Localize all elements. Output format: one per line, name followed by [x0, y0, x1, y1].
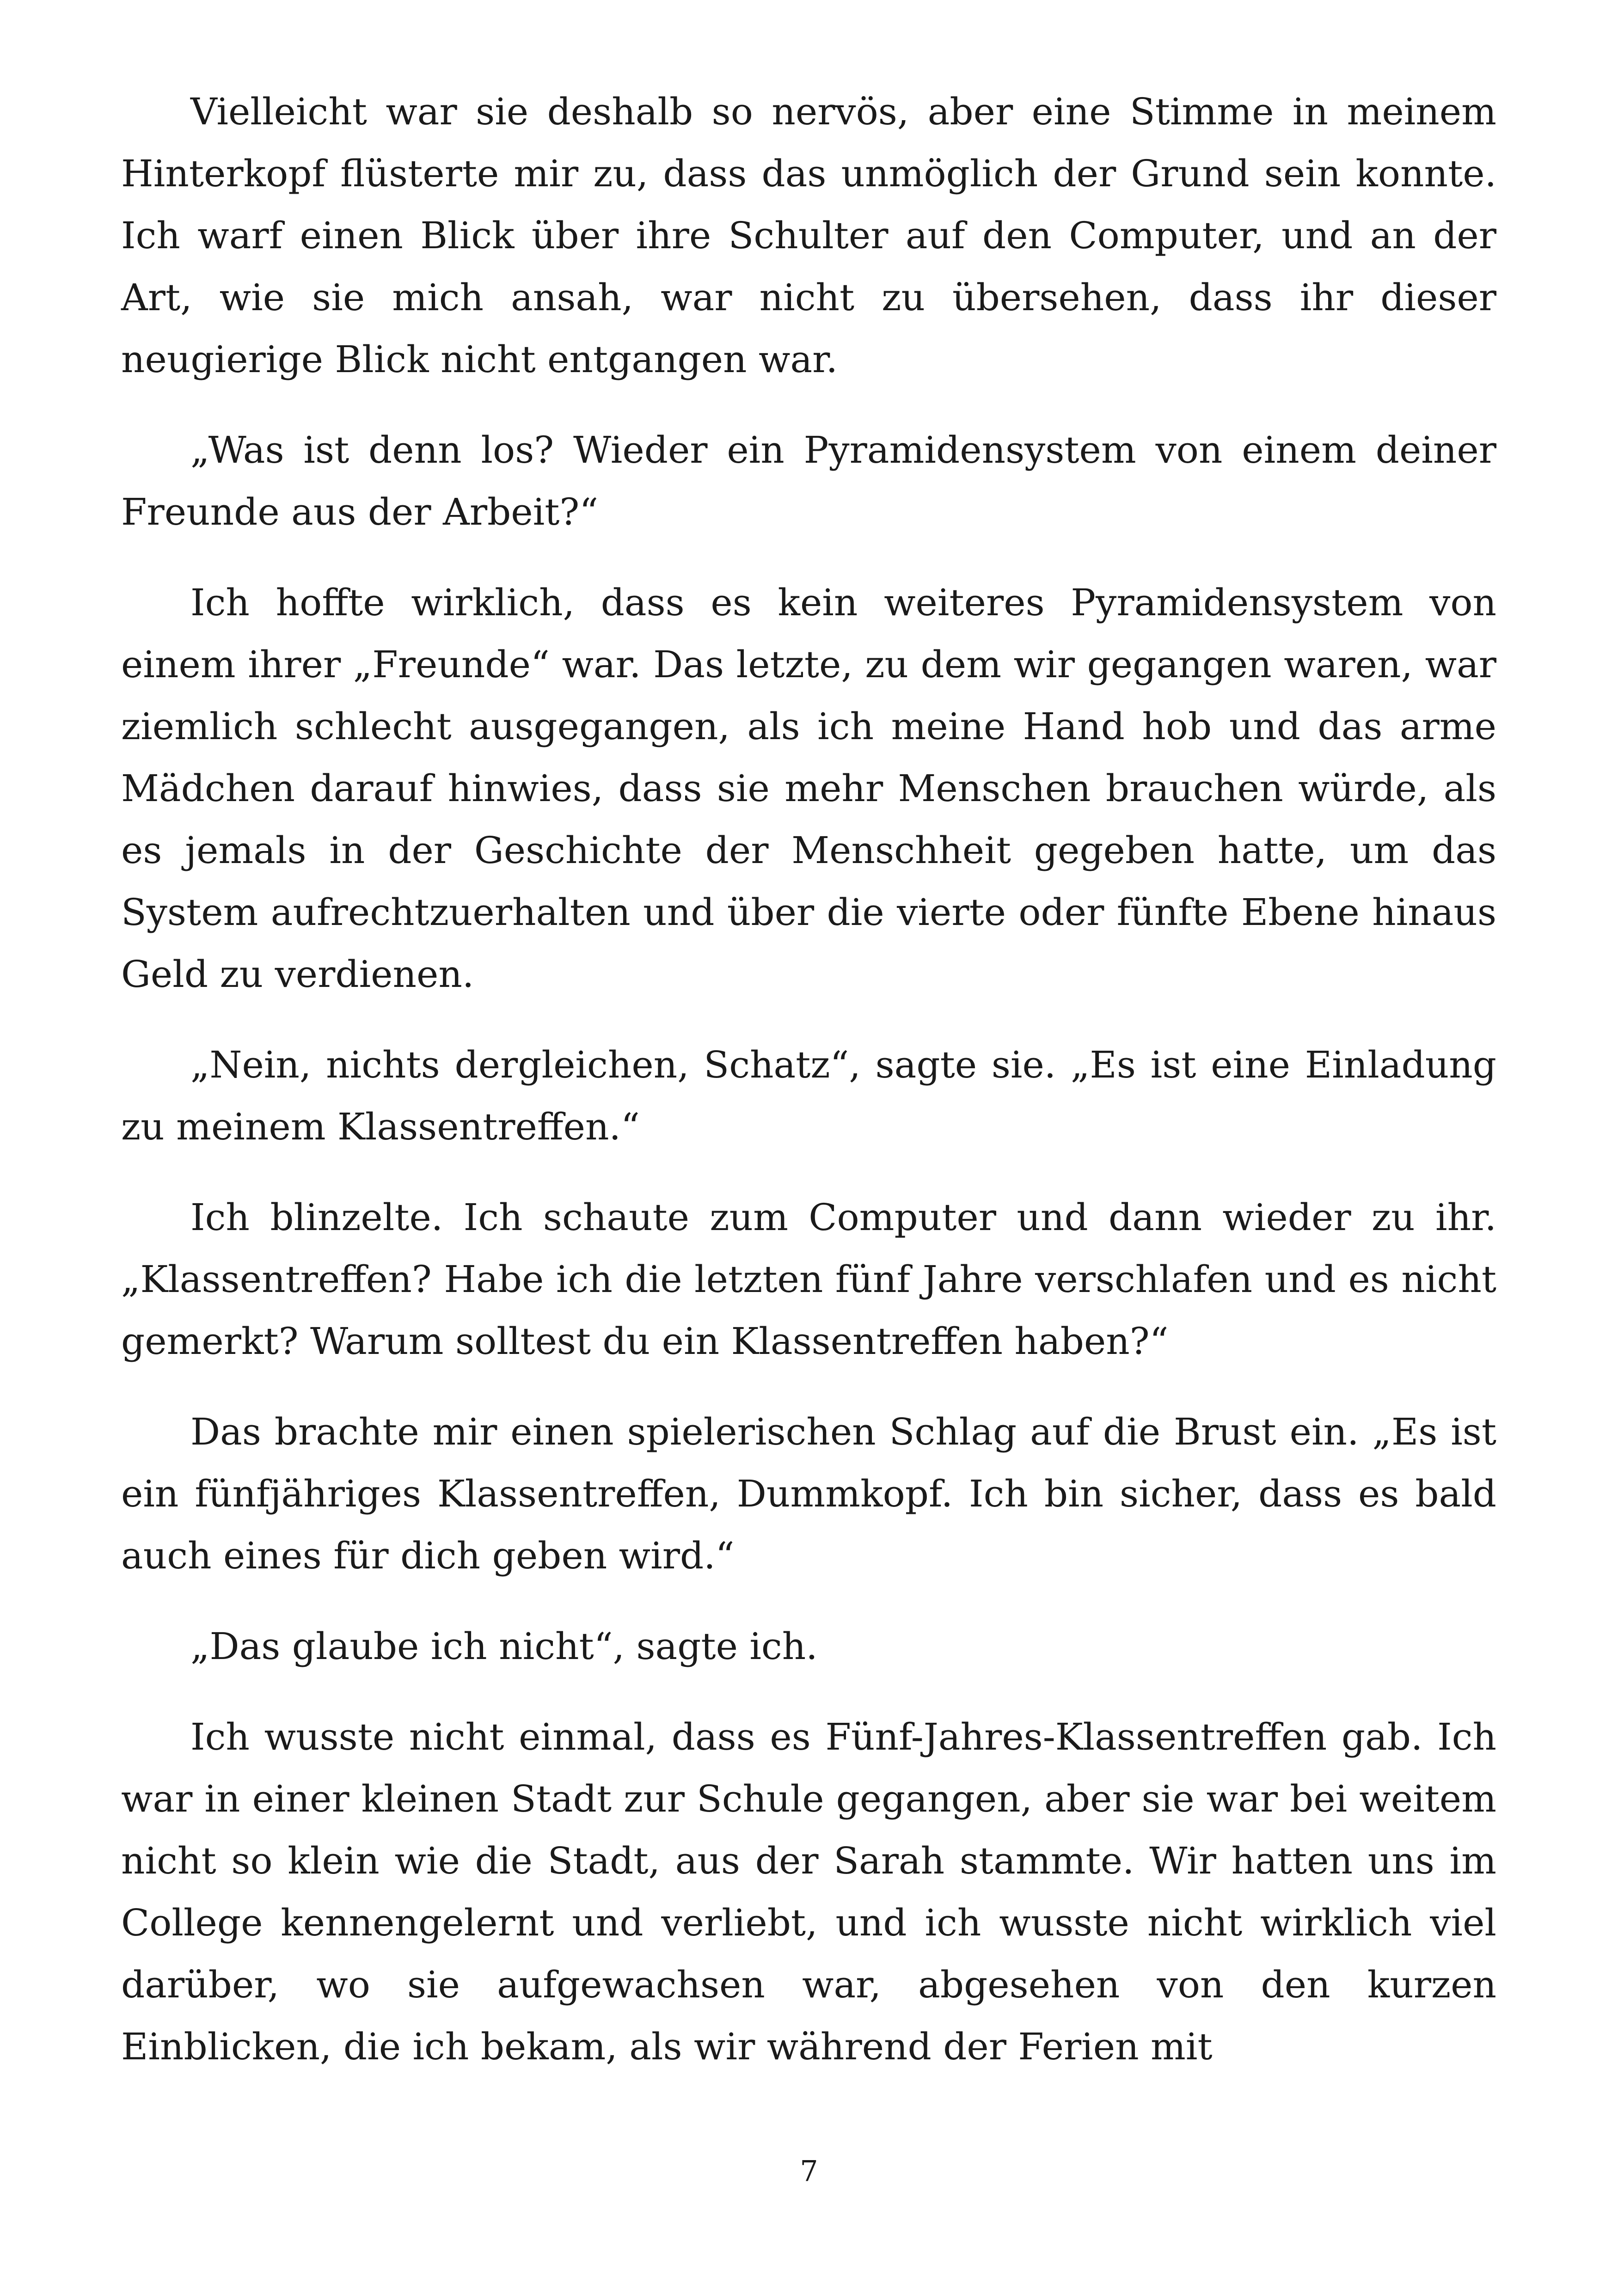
- paragraph-4: „Nein, nichts dergleichen, Schatz“, sagte sie. „Es ist eine Einladung zu meinem Klassentreffen.“: [121, 1043, 1496, 1148]
- paragraph-8: Ich wusste nicht einmal, dass es Fünf-Jahres-Klassentreffen gab. Ich war in einer kleinen Stadt zur Schule gegangen, aber sie war bei weitem nicht so klein wie die Stadt, aus der Sarah stammte. Wir hatten uns im College kennengelernt und verliebt, und ich wusste nicht wirklich viel darüber, wo sie aufgewachsen war, abgesehen von den kurzen Einblicken, die ich bekam, als wir während der Ferien mit: [121, 1715, 1496, 2068]
- paragraph-3: Ich hoffte wirklich, dass es kein weiteres Pyramidensystem von einem ihrer „Freunde“ war. Das letzte, zu dem wir gegangen waren, war ziemlich schlecht ausgegangen, als ich meine Hand hob und das arme Mädchen darauf hinwies, dass sie mehr Menschen brauchen würde, als es jemals in der Geschichte der Menschheit gegeben hatte, um das System aufrechtzuerhalten und über die vierte oder fünfte Ebene hinaus Geld zu verdienen.: [121, 581, 1496, 996]
- paragraph-2: „Was ist denn los? Wieder ein Pyramidensystem von einem deiner Freunde aus der Arbeit?“: [121, 429, 1496, 533]
- paragraph-7: „Das glaube ich nicht“, sagte ich.: [190, 1625, 818, 1668]
- paragraph-5: Ich blinzelte. Ich schaute zum Computer und dann wieder zu ihr. „Klassentreffen? Habe ich die letzten fünf Jahre verschlafen und es nicht gemerkt? Warum solltest du ein Klassentreffen haben?“: [121, 1196, 1496, 1363]
- page-number: 7: [800, 2154, 818, 2188]
- paragraph-1: Vielleicht war sie deshalb so nervös, aber eine Stimme in meinem Hinterkopf flüsterte mir zu, dass das unmöglich der Grund sein konnte. Ich warf einen Blick über ihre Schulter auf den Computer, und an der Art, wie sie mich ansah, war nicht zu übersehen, dass ihr dieser neugierige Blick nicht entgangen war.: [121, 90, 1496, 381]
- paragraph-6: Das brachte mir einen spielerischen Schlag auf die Brust ein. „Es ist ein fünfjähriges Klassentreffen, Dummkopf. Ich bin sicher, dass es bald auch eines für dich geben wird.“: [121, 1410, 1496, 1577]
- body-text: [121, 81, 1496, 2106]
